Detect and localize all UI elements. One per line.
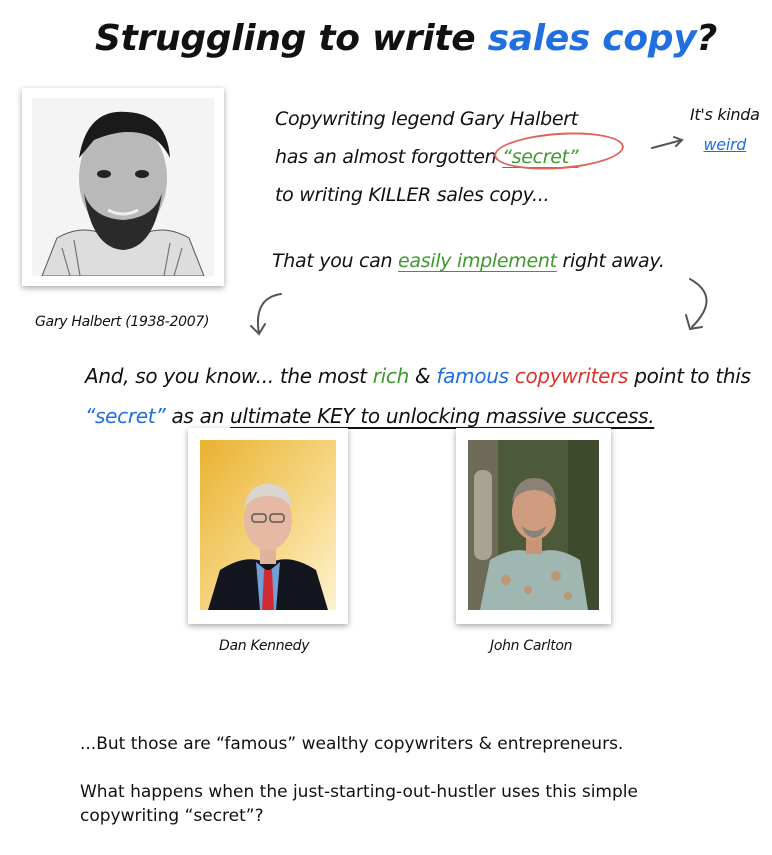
aside-weird-link[interactable]: weird	[703, 135, 747, 154]
word-secret: “secret”	[85, 404, 166, 428]
intro-block	[275, 100, 705, 214]
carlton-portrait-illustration	[468, 440, 599, 610]
carlton-caption: John Carlton	[490, 638, 573, 654]
intro-line-2-text: has an almost forgotten	[275, 146, 503, 168]
word-amp: &	[408, 364, 437, 388]
curved-arrow-right-icon	[680, 275, 720, 335]
halbert-caption: Gary Halbert (1938-2007)	[35, 314, 210, 330]
authority-line-1	[85, 356, 751, 396]
headline-suffix: ?	[696, 18, 717, 59]
word-rich: rich	[372, 364, 409, 388]
authority-l2-text: as an	[165, 404, 231, 428]
body-paragraph-2: What happens when the just-starting-out-hustler uses this simple copywriting “secret”?	[80, 782, 638, 826]
authority-l1-tail: point to this	[628, 364, 751, 388]
halbert-photo	[32, 98, 214, 276]
kennedy-caption: Dan Kennedy	[219, 638, 310, 654]
halbert-photo-frame	[22, 88, 224, 286]
intro-line-2	[275, 138, 705, 176]
aside-arrow-icon	[650, 134, 686, 152]
intro-line-1	[275, 100, 705, 138]
secret-word	[502, 138, 578, 176]
intro-line-1-text: Copywriting legend Gary Halbert	[275, 108, 578, 130]
kennedy-portrait-illustration	[200, 440, 336, 610]
follow-before: That you can	[272, 250, 399, 272]
follow-highlight: easily implement	[398, 250, 557, 272]
follow-after: right away.	[556, 250, 665, 272]
aside-note	[690, 100, 760, 160]
aside-label: It's kinda	[690, 105, 760, 124]
body-text	[80, 732, 720, 852]
authority-block	[85, 356, 751, 436]
intro-line-3: to writing KILLER sales copy...	[275, 184, 550, 206]
headline-prefix: Struggling to write	[95, 18, 488, 59]
word-famous: famous	[436, 364, 509, 388]
headline-highlight: sales copy	[487, 18, 697, 59]
follow-line	[272, 250, 665, 272]
kennedy-photo	[200, 440, 336, 610]
authority-l1-text: And, so you know... the most	[85, 364, 373, 388]
headline	[95, 18, 717, 59]
kennedy-photo-frame	[188, 428, 348, 624]
halbert-portrait-illustration	[32, 98, 214, 276]
curved-arrow-left-icon	[245, 290, 285, 340]
authority-line-2	[85, 396, 751, 436]
body-paragraph-1: ...But those are “famous” wealthy copywriters & entrepreneurs.	[80, 734, 624, 754]
carlton-photo	[468, 440, 599, 610]
word-copywriters: copywriters	[514, 364, 629, 388]
authority-l2-underlined: ultimate KEY to unlocking massive success.	[230, 404, 655, 428]
carlton-photo-frame	[456, 428, 611, 624]
secret-word-text: “secret”	[502, 146, 579, 168]
